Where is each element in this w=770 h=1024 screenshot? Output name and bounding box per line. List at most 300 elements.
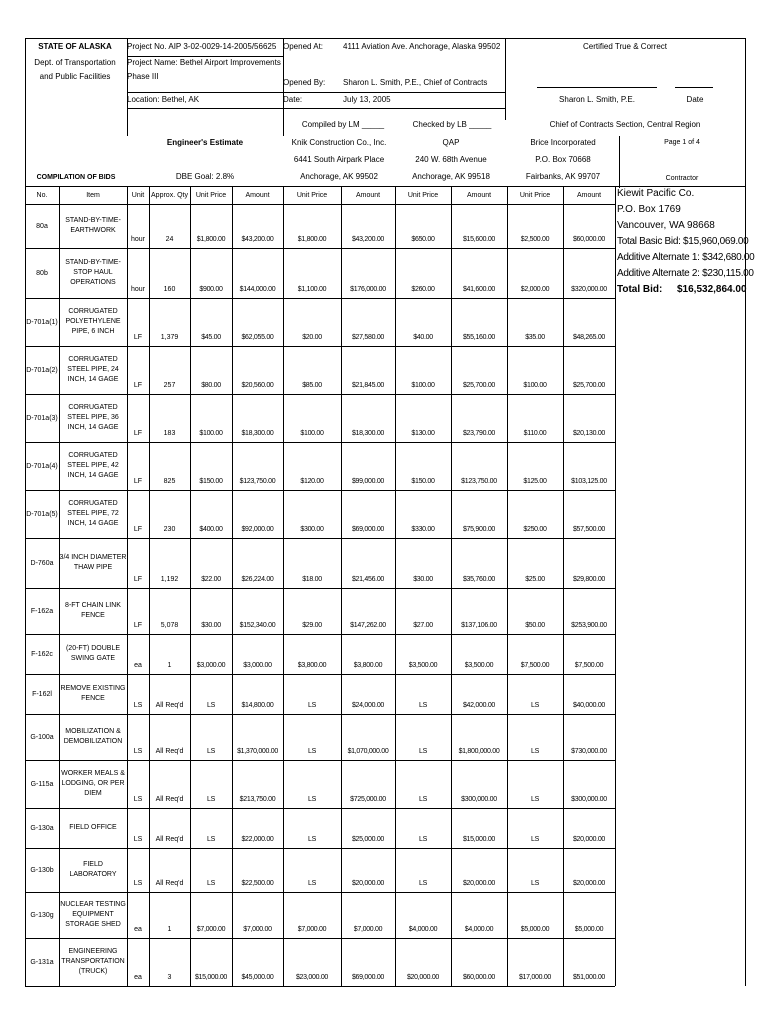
amount-cell: $57,500.00 <box>572 526 606 533</box>
item-unit: ea <box>134 662 142 669</box>
contractor-city: Vancouver, WA 98668 <box>617 220 715 231</box>
item-description <box>59 538 127 588</box>
item-description-line: POLYETHYLENE <box>65 318 121 325</box>
item-unit: LF <box>133 478 143 485</box>
amount-cell: $41,600.00 <box>462 286 496 293</box>
item-number: G-130a <box>30 824 54 832</box>
item-description-line: FENCE <box>81 612 105 619</box>
unit-price-cell: $45.00 <box>201 334 221 341</box>
opened-at-label: Opened At: <box>283 42 324 51</box>
column-header: Amount <box>576 191 602 199</box>
amount-cell: $26,224.00 <box>241 576 274 583</box>
sign-date-line <box>675 87 713 88</box>
total-bid-value: $16,532,864.00 <box>677 284 747 295</box>
item-description <box>59 938 127 986</box>
item-description-line: INCH, 14 GAGE <box>67 520 119 527</box>
amount-cell: $20,000.00 <box>351 880 385 887</box>
grid-line <box>283 108 505 109</box>
amount-cell: $51,000.00 <box>572 974 606 981</box>
amount-cell: $29,800.00 <box>572 576 606 583</box>
grid-line <box>127 92 283 93</box>
item-description-line: STAND-BY-TIME- <box>65 259 121 266</box>
project-number: Project No. AIP 3-02-0029-14-2005/56625 <box>127 42 277 51</box>
bidder-1-address: 6441 South Airpark Place <box>293 155 385 164</box>
bidder-2-city: Anchorage, AK 99518 <box>412 172 490 181</box>
item-description <box>59 714 127 760</box>
engineers-estimate-header: Engineer's Estimate <box>166 138 244 147</box>
item-description-line: INCH, 14 GAGE <box>67 376 119 383</box>
bidder-3-name: Brice Incorporated <box>530 138 596 147</box>
unit-price-cell: $150.00 <box>411 478 435 485</box>
grid-line <box>25 186 745 187</box>
unit-price-cell: LS <box>531 880 539 887</box>
item-description-line: STEEL PIPE, 36 <box>67 414 119 421</box>
amount-cell: $92,000.00 <box>241 526 274 533</box>
item-number: D-701a(1) <box>26 318 58 326</box>
amount-cell: $69,000.00 <box>351 974 385 981</box>
unit-price-cell: $650.00 <box>411 236 435 243</box>
item-description-line: PIPE, 6 INCH <box>71 328 115 335</box>
unit-price-cell: $30.00 <box>413 576 433 583</box>
item-description-line: ENGINEERING <box>68 948 118 955</box>
amount-cell: $1,370,000.00 <box>237 748 278 755</box>
item-quantity: 3 <box>167 974 172 981</box>
item-description-line: (TRUCK) <box>78 968 108 975</box>
item-quantity: 1,379 <box>160 334 179 341</box>
item-description-line: CORRUGATED <box>68 452 118 459</box>
amount-cell: $24,000.00 <box>351 702 385 709</box>
unit-price-cell: LS <box>531 836 539 843</box>
amount-cell: $1,070,000.00 <box>347 748 389 755</box>
unit-price-cell: $17,000.00 <box>518 974 552 981</box>
item-number: F-162c <box>31 650 53 658</box>
grid-line <box>127 38 128 136</box>
amount-cell: $3,800.00 <box>353 662 383 669</box>
item-quantity: 183 <box>163 430 176 437</box>
amount-cell: $99,000.00 <box>351 478 385 485</box>
opened-by-value: Sharon L. Smith, P.E., Chief of Contracts <box>343 78 488 87</box>
item-description-line: WORKER MEALS & <box>61 770 125 777</box>
grid-line <box>615 186 616 986</box>
unit-price-cell: $300.00 <box>300 526 324 533</box>
item-description-line: TRANSPORTATION <box>61 958 125 965</box>
unit-price-cell: $400.00 <box>199 526 223 533</box>
amount-cell: $62,055.00 <box>241 334 274 341</box>
item-number: 80b <box>36 269 48 277</box>
unit-price-cell: $110.00 <box>523 430 547 437</box>
amount-cell: $43,200.00 <box>351 236 385 243</box>
unit-price-cell: LS <box>207 702 215 709</box>
item-description-line: LABORATORY <box>69 871 117 878</box>
unit-price-cell: LS <box>207 796 215 803</box>
amount-cell: $27,580.00 <box>351 334 385 341</box>
item-description-line: STAND-BY-TIME- <box>65 217 121 224</box>
item-quantity: 257 <box>163 382 176 389</box>
item-description <box>59 588 127 634</box>
amount-cell: $48,265.00 <box>572 334 606 341</box>
item-description-line: THAW PIPE <box>73 564 113 571</box>
item-description-line: CORRUGATED <box>68 308 118 315</box>
item-quantity: 825 <box>163 478 176 485</box>
item-description <box>59 634 127 674</box>
signature-line <box>537 87 657 88</box>
amount-cell: $25,700.00 <box>572 382 606 389</box>
amount-cell: $35,760.00 <box>462 576 496 583</box>
unit-price-cell: $5,000.00 <box>520 926 550 933</box>
contracts-section: Chief of Contracts Section, Central Region <box>549 120 701 129</box>
unit-price-cell: $7,000.00 <box>196 926 226 933</box>
bidder-1-city: Anchorage, AK 99502 <box>300 172 378 181</box>
item-quantity: 160 <box>163 286 176 293</box>
contractor-address: P.O. Box 1769 <box>617 204 681 215</box>
unit-price-cell: $100.00 <box>199 430 223 437</box>
unit-price-cell: $50.00 <box>525 622 545 629</box>
item-description-line: CORRUGATED <box>68 500 118 507</box>
item-unit: ea <box>134 974 142 981</box>
unit-price-cell: LS <box>419 702 427 709</box>
amount-cell: $15,000.00 <box>462 836 496 843</box>
item-quantity: 1 <box>167 926 172 933</box>
amount-cell: $25,700.00 <box>462 382 496 389</box>
amount-cell: $15,600.00 <box>462 236 496 243</box>
amount-cell: $1,800,000.00 <box>458 748 500 755</box>
unit-price-cell: $1,800.00 <box>196 236 226 243</box>
amount-cell: $75,900.00 <box>462 526 496 533</box>
amount-cell: $69,000.00 <box>351 526 385 533</box>
item-quantity: 24 <box>165 236 174 243</box>
grid-line <box>745 38 746 986</box>
amount-cell: $20,000.00 <box>572 836 606 843</box>
unit-price-cell: $120.00 <box>300 478 324 485</box>
unit-price-cell: $35.00 <box>525 334 545 341</box>
certified-statement: Certified True & Correct <box>582 42 668 51</box>
grid-line <box>25 986 615 987</box>
amount-cell: $18,300.00 <box>351 430 385 437</box>
amount-cell: $253,900.00 <box>571 622 607 629</box>
amount-cell: $25,000.00 <box>351 836 385 843</box>
amount-cell: $22,500.00 <box>241 880 274 887</box>
item-description-line: SWING GATE <box>70 655 116 662</box>
column-header: Amount <box>355 191 381 199</box>
column-header: Unit Price <box>519 191 551 199</box>
item-description-line: NUCLEAR TESTING <box>60 901 126 908</box>
unit-price-cell: $30.00 <box>201 622 221 629</box>
item-unit: LS <box>133 748 143 755</box>
item-description-line: MOBILIZATION & <box>65 728 121 735</box>
item-description <box>59 808 127 848</box>
item-description-line: DIEM <box>84 790 102 797</box>
item-description-line: DEMOBILIZATION <box>63 738 123 745</box>
item-description-line: FENCE <box>81 695 105 702</box>
unit-price-cell: $2,000.00 <box>520 286 550 293</box>
item-number: 80a <box>36 222 48 230</box>
unit-price-cell: $260.00 <box>411 286 435 293</box>
column-header: Unit Price <box>407 191 439 199</box>
amount-cell: $300,000.00 <box>461 796 497 803</box>
amount-cell: $20,000.00 <box>462 880 496 887</box>
item-description <box>59 248 127 298</box>
unit-price-cell: LS <box>308 702 316 709</box>
item-description <box>59 674 127 714</box>
item-number: G-100a <box>30 733 54 741</box>
item-description <box>59 394 127 442</box>
unit-price-cell: $330.00 <box>411 526 435 533</box>
item-number: G-130g <box>30 911 54 919</box>
column-header: Unit <box>131 191 145 199</box>
unit-price-cell: $20,000.00 <box>406 974 440 981</box>
unit-price-cell: $22.00 <box>201 576 221 583</box>
unit-price-cell: LS <box>308 836 316 843</box>
unit-price-cell: $85.00 <box>302 382 322 389</box>
grid-line <box>25 38 745 39</box>
item-number: F-162l <box>32 690 52 698</box>
bidder-3-city: Fairbanks, AK 99707 <box>525 172 601 181</box>
item-number: G-130b <box>30 866 54 874</box>
column-header: Unit Price <box>195 191 227 199</box>
project-location: Location: Bethel, AK <box>127 95 200 104</box>
agency-dept: Dept. of Transportation <box>34 58 116 67</box>
item-description-line: 3/4 INCH DIAMETER <box>59 554 127 561</box>
item-number: G-115a <box>30 780 54 788</box>
unit-price-cell: LS <box>308 796 316 803</box>
column-header: No. <box>36 191 48 199</box>
amount-cell: $300,000.00 <box>571 796 607 803</box>
item-description <box>59 346 127 394</box>
amount-cell: $147,262.00 <box>350 622 386 629</box>
item-description-line: 8-FT CHAIN LINK <box>65 602 121 609</box>
item-unit: LS <box>133 796 143 803</box>
unit-price-cell: $2,500.00 <box>520 236 550 243</box>
unit-price-cell: $29.00 <box>302 622 322 629</box>
unit-price-cell: $7,000.00 <box>297 926 327 933</box>
unit-price-cell: $23,000.00 <box>295 974 329 981</box>
item-unit: LF <box>133 430 143 437</box>
opened-by-label: Opened By: <box>283 78 326 87</box>
item-description-line: INCH, 14 GAGE <box>67 424 119 431</box>
bid-tabulation-sheet <box>25 38 755 986</box>
item-description-line: CORRUGATED <box>68 404 118 411</box>
unit-price-cell: LS <box>531 748 539 755</box>
column-header: Amount <box>466 191 492 199</box>
date-label: Date: <box>283 95 303 104</box>
item-description <box>59 490 127 538</box>
unit-price-cell: $4,000.00 <box>408 926 438 933</box>
amount-cell: $3,000.00 <box>243 662 272 669</box>
item-description-line: REMOVE EXISTING <box>60 685 126 692</box>
unit-price-cell: LS <box>531 796 539 803</box>
amount-cell: $320,000.00 <box>571 286 607 293</box>
item-description <box>59 892 127 938</box>
item-description-line: STORAGE SHED <box>65 921 121 928</box>
item-description-line: STEEL PIPE, 42 <box>67 462 119 469</box>
item-description-line: STOP HAUL <box>73 269 113 276</box>
item-description-line: OPERATIONS <box>70 279 116 286</box>
item-description <box>59 848 127 892</box>
item-quantity: All Req'd <box>155 702 184 709</box>
amount-cell: $55,160.00 <box>462 334 496 341</box>
opened-at-value: 4111 Aviation Ave. Anchorage, Alaska 99502 <box>343 42 501 51</box>
amount-cell: $14,800.00 <box>241 702 274 709</box>
item-unit: LF <box>133 622 143 629</box>
checked-by: Checked by LB _____ <box>412 120 492 129</box>
column-header: Unit Price <box>296 191 328 199</box>
project-phase: Phase III <box>127 72 159 81</box>
grid-line <box>127 56 283 57</box>
unit-price-cell: $150.00 <box>199 478 223 485</box>
item-unit: hour <box>130 286 145 293</box>
total-basic-bid: Total Basic Bid: $15,960,069.00 <box>617 236 749 247</box>
item-description-line: INCH, 14 GAGE <box>67 472 119 479</box>
item-unit: hour <box>130 236 145 243</box>
item-quantity: 230 <box>163 526 176 533</box>
unit-price-cell: LS <box>419 836 427 843</box>
unit-price-cell: LS <box>419 748 427 755</box>
unit-price-cell: $3,800.00 <box>297 662 327 669</box>
unit-price-cell: LS <box>207 880 215 887</box>
agency-division: and Public Facilities <box>39 72 111 81</box>
sign-date-label: Date <box>686 95 704 104</box>
amount-cell: $144,000.00 <box>239 286 276 293</box>
item-quantity: All Req'd <box>155 836 184 843</box>
amount-cell: $20,000.00 <box>572 880 606 887</box>
item-description <box>59 298 127 346</box>
amount-cell: $22,000.00 <box>241 836 274 843</box>
amount-cell: $5,000.00 <box>574 926 604 933</box>
amount-cell: $60,000.00 <box>462 974 496 981</box>
amount-cell: $45,000.00 <box>241 974 274 981</box>
contractor-label: Contractor <box>665 175 699 182</box>
column-header: Approx. Qty <box>151 191 188 199</box>
item-quantity: 1 <box>167 662 172 669</box>
grid-line <box>283 92 505 93</box>
unit-price-cell: $900.00 <box>199 286 223 293</box>
item-number: F-162a <box>30 607 54 615</box>
bidder-3-address: P.O. Box 70668 <box>535 155 591 164</box>
item-number: D-701a(5) <box>26 510 58 518</box>
item-unit: LF <box>133 576 143 583</box>
unit-price-cell: $250.00 <box>523 526 547 533</box>
amount-cell: $20,130.00 <box>572 430 606 437</box>
grid-line <box>505 38 506 120</box>
item-quantity: All Req'd <box>155 796 184 803</box>
unit-price-cell: $125.00 <box>523 478 547 485</box>
signer-name: Sharon L. Smith, P.E. <box>559 95 635 104</box>
item-description <box>59 760 127 808</box>
amount-cell: $725,000.00 <box>350 796 386 803</box>
date-value: July 13, 2005 <box>343 95 391 104</box>
item-number: D-701a(2) <box>26 366 58 374</box>
dbe-goal: DBE Goal: 2.8% <box>175 172 235 181</box>
amount-cell: $21,456.00 <box>351 576 385 583</box>
item-unit: LS <box>133 702 143 709</box>
unit-price-cell: $20.00 <box>302 334 322 341</box>
unit-price-cell: $25.00 <box>525 576 545 583</box>
total-bid-label: Total Bid: <box>617 284 663 295</box>
unit-price-cell: LS <box>207 836 215 843</box>
grid-line <box>283 38 284 136</box>
amount-cell: $7,000.00 <box>353 926 383 933</box>
unit-price-cell: LS <box>531 702 539 709</box>
bidder-2-name: QAP <box>442 138 460 147</box>
additive-alternate-2: Additive Alternate 2: $230,115.00 <box>617 268 754 279</box>
item-description <box>59 442 127 490</box>
amount-cell: $123,750.00 <box>461 478 497 485</box>
unit-price-cell: $15,000.00 <box>194 974 228 981</box>
item-number: G-131a <box>30 958 54 966</box>
column-header: Item <box>86 191 100 199</box>
item-quantity: 5,078 <box>160 622 179 629</box>
item-description-line: (20-FT) DOUBLE <box>65 645 121 652</box>
amount-cell: $20,560.00 <box>241 382 274 389</box>
item-quantity: All Req'd <box>155 748 184 755</box>
unit-price-cell: $1,800.00 <box>297 236 327 243</box>
item-description <box>59 204 127 248</box>
item-unit: LS <box>133 836 143 843</box>
amount-cell: $730,000.00 <box>571 748 607 755</box>
bidder-1-name: Knik Construction Co., Inc. <box>291 138 387 147</box>
unit-price-cell: LS <box>308 880 316 887</box>
item-description-line: EQUIPMENT <box>72 911 114 918</box>
amount-cell: $137,106.00 <box>461 622 497 629</box>
amount-cell: $176,000.00 <box>350 286 386 293</box>
grid-line <box>127 108 283 109</box>
item-number: D-760a <box>30 559 54 567</box>
grid-line <box>619 136 620 188</box>
compiled-by: Compiled by LM _____ <box>301 120 385 129</box>
unit-price-cell: $100.00 <box>523 382 547 389</box>
item-description-line: LODGING, OR PER <box>61 780 125 787</box>
amount-cell: $40,000.00 <box>572 702 606 709</box>
unit-price-cell: LS <box>419 796 427 803</box>
unit-price-cell: LS <box>207 748 215 755</box>
amount-cell: $7,500.00 <box>574 662 604 669</box>
amount-cell: $21,845.00 <box>351 382 385 389</box>
unit-price-cell: $100.00 <box>300 430 324 437</box>
unit-price-cell: $27.00 <box>413 622 433 629</box>
unit-price-cell: $3,500.00 <box>408 662 438 669</box>
item-unit: LS <box>133 880 143 887</box>
amount-cell: $23,790.00 <box>462 430 496 437</box>
page-number: Page 1 of 4 <box>664 139 700 146</box>
amount-cell: $213,750.00 <box>239 796 276 803</box>
compilation-of-bids: COMPILATION OF BIDS <box>36 174 116 181</box>
amount-cell: $18,300.00 <box>241 430 274 437</box>
unit-price-cell: $1,100.00 <box>297 286 327 293</box>
item-unit: LF <box>133 334 143 341</box>
item-unit: LF <box>133 526 143 533</box>
contractor-name: Kiewit Pacific Co. <box>617 188 695 199</box>
item-quantity: 1,192 <box>160 576 179 583</box>
amount-cell: $7,000.00 <box>243 926 272 933</box>
item-unit: LF <box>133 382 143 389</box>
item-unit: ea <box>134 926 142 933</box>
amount-cell: $4,000.00 <box>464 926 494 933</box>
agency-name: STATE OF ALASKA <box>38 42 112 51</box>
amount-cell: $60,000.00 <box>572 236 606 243</box>
item-number: D-701a(3) <box>26 414 58 422</box>
amount-cell: $42,000.00 <box>462 702 496 709</box>
unit-price-cell: LS <box>308 748 316 755</box>
unit-price-cell: $130.00 <box>411 430 435 437</box>
unit-price-cell: $100.00 <box>411 382 435 389</box>
unit-price-cell: $18.00 <box>302 576 322 583</box>
unit-price-cell: $7,500.00 <box>520 662 550 669</box>
unit-price-cell: $40.00 <box>413 334 433 341</box>
unit-price-cell: $3,000.00 <box>196 662 226 669</box>
item-description-line: FIELD <box>83 861 103 868</box>
additive-alternate-1: Additive Alternate 1: $342,680.00 <box>617 252 755 263</box>
amount-cell: $43,200.00 <box>241 236 274 243</box>
